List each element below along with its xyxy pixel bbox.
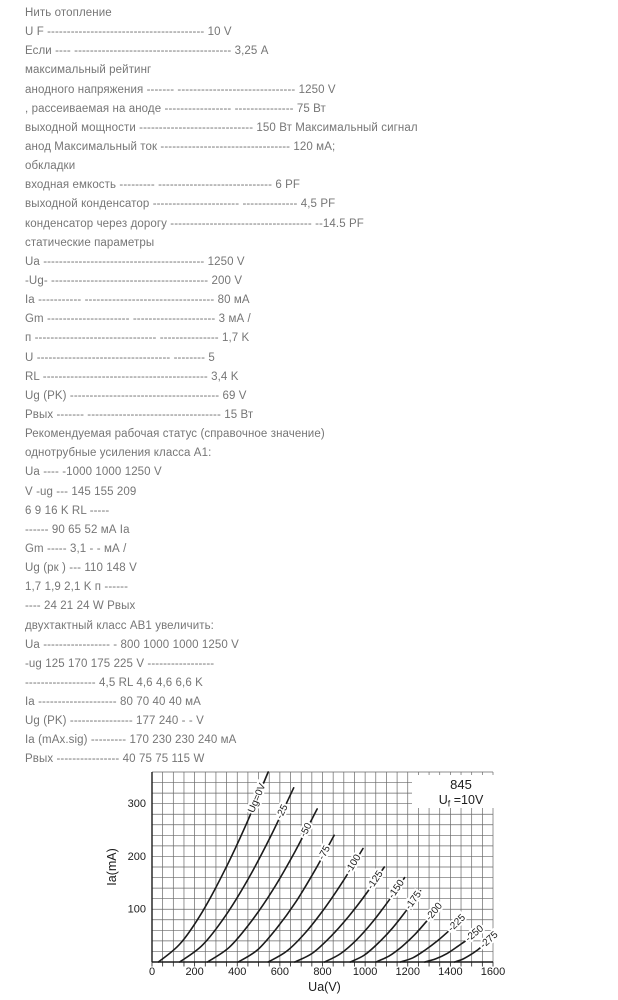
spec-line: Рекомендуемая рабочая статус (справочное значение) bbox=[25, 428, 325, 441]
curve-label: -225 bbox=[445, 912, 469, 935]
spec-line: конденсатор через дорогу ------------------------------------ --14.5 PF bbox=[25, 217, 364, 230]
spec-line: максимальный рейтинг bbox=[25, 64, 152, 77]
spec-line: Gm --------------------- --------------------- 3 мА / bbox=[25, 313, 251, 326]
spec-line: ------ 90 65 52 мА Ia bbox=[25, 523, 130, 536]
spec-line: -Ug- ---------------------------------------- 200 V bbox=[25, 274, 243, 287]
spec-line: U ---------------------------------- -------- 5 bbox=[25, 351, 215, 364]
x-tick-label: 1600 bbox=[480, 966, 506, 978]
curve-label: -250 bbox=[463, 923, 486, 945]
curve-label: -200 bbox=[423, 900, 445, 924]
spec-line: Ua ---- -1000 1000 1250 V bbox=[25, 466, 162, 479]
spec-line: , рассеиваемая на аноде ----------------- --------------- 75 Вт bbox=[25, 102, 326, 115]
spec-line: двухтактный класс АВ1 увеличить: bbox=[25, 619, 214, 632]
spec-line: 6 9 16 K RL ----- bbox=[25, 504, 110, 517]
spec-line: Ia -------------------- 80 70 40 40 мА bbox=[25, 696, 201, 709]
curve-label: -150 bbox=[386, 877, 407, 901]
chart-title: 845 bbox=[450, 777, 472, 792]
spec-line: Ia ----------- --------------------------------- 80 мА bbox=[25, 294, 250, 307]
spec-line: Ug (рк ) --- 110 148 V bbox=[25, 562, 137, 575]
spec-line: Ug (PK) ---------------- 177 240 - - V bbox=[25, 715, 204, 728]
spec-line: Ia (mAx.sig) --------- 170 230 230 240 мА bbox=[25, 734, 237, 747]
curve-label: -25 bbox=[274, 802, 291, 821]
spec-line: -ug 125 170 175 225 V ----------------- bbox=[25, 657, 215, 670]
curve-label: -50 bbox=[298, 821, 315, 840]
spec-line: ------------------ 4,5 RL 4,6 4,6 6,6 K bbox=[25, 676, 203, 689]
spec-line: Если ---- ---------------------------------------- 3,25 A bbox=[25, 45, 269, 58]
x-tick-label: 1400 bbox=[438, 966, 463, 978]
x-tick-label: 800 bbox=[313, 966, 332, 978]
spec-line: Ua ----------------------------------------- 1250 V bbox=[25, 255, 245, 268]
curve-label: -175 bbox=[403, 889, 424, 912]
spec-line: RL ------------------------------------------ 3,4 K bbox=[25, 370, 239, 383]
y-tick-label: 200 bbox=[127, 850, 146, 863]
spec-line: 1,7 1,9 2,1 K п ------ bbox=[25, 581, 129, 594]
spec-line: Нить отопление bbox=[25, 7, 112, 19]
curve-label: -275 bbox=[478, 929, 501, 951]
spec-line: п ------------------------------- --------------- 1,7 K bbox=[25, 332, 250, 345]
x-tick-label: 0 bbox=[148, 966, 156, 978]
spec-line: анодного напряжения ------- ------------------------------ 1250 V bbox=[25, 83, 336, 96]
x-tick-label: 1200 bbox=[395, 966, 420, 978]
curve-label: -125 bbox=[365, 868, 386, 892]
x-tick-label: 1000 bbox=[352, 966, 378, 978]
spec-line: V -ug --- 145 155 209 bbox=[25, 485, 137, 498]
y-tick-label: 100 bbox=[127, 903, 146, 916]
curve-label: Ug=0V bbox=[246, 781, 269, 815]
spec-line: анод Максимальный ток --------------------------------- 120 мА; bbox=[25, 140, 336, 153]
plate-characteristics-chart bbox=[100, 761, 540, 1000]
spec-line: Ug (PK) -------------------------------------- 69 V bbox=[25, 389, 247, 402]
spec-line: статические параметры bbox=[25, 236, 155, 249]
spec-line: входная емкость --------- ----------------------------- 6 PF bbox=[25, 179, 301, 192]
spec-line: однотрубные усиления класса А1: bbox=[25, 447, 212, 460]
spec-line: выходной конденсатор ---------------------- -------------- 4,5 PF bbox=[25, 198, 336, 211]
spec-line: выходной мощности ----------------------------- 150 Вт Максимальный сигнал bbox=[25, 121, 418, 134]
x-axis-label: Ua(V) bbox=[308, 980, 341, 994]
spec-text bbox=[25, 4, 418, 770]
x-tick-label: 400 bbox=[228, 966, 247, 978]
x-tick-label: 600 bbox=[270, 966, 290, 978]
spec-line: Рвых ---------------- 40 75 75 115 W bbox=[25, 753, 205, 766]
curve-label: -100 bbox=[343, 852, 364, 876]
chart-subtitle: $U_f =10V$ bbox=[438, 793, 484, 809]
spec-line: Ua ----------------- - 800 1000 1000 1250 V bbox=[25, 638, 239, 651]
x-tick-label: 200 bbox=[185, 966, 204, 978]
y-axis-label: Ia(mA) bbox=[105, 848, 119, 886]
spec-line: Рвых ------- ---------------------------------- 15 Вт bbox=[25, 408, 254, 421]
spec-line: U F ---------------------------------------- 10 V bbox=[25, 26, 232, 39]
spec-line: ---- 24 21 24 W Рвых bbox=[25, 600, 136, 613]
y-tick-label: 300 bbox=[127, 798, 146, 811]
spec-line: Gm ----- 3,1 - - мА / bbox=[25, 542, 127, 555]
curve-label: -75 bbox=[316, 843, 333, 862]
spec-line: обкладки bbox=[25, 160, 76, 173]
